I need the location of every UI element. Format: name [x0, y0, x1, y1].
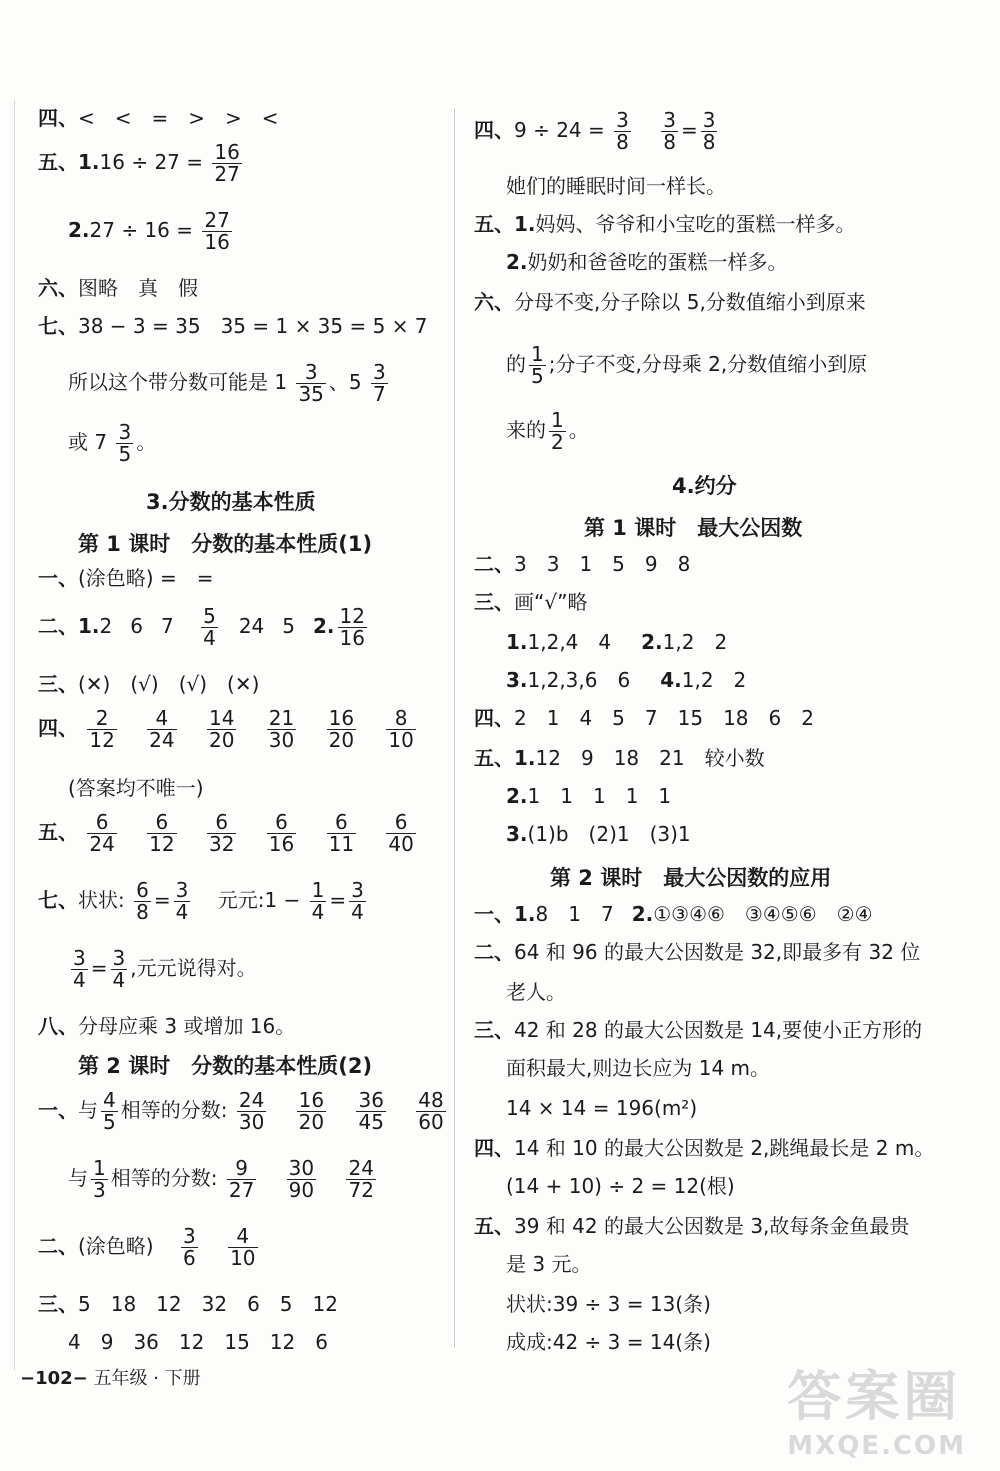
answer-line: 一、1.8 1 7 2.①③④⑥ ③④⑤⑥ ②④ — [474, 902, 873, 926]
answer-line: 五、 $\frac{6}{24}$ $\frac{6}{12}$ $\frac{6}{32}$ $\frac{6}{16}$ $\frac{6}{11}$ $\frac{6}{40}$ — [38, 810, 414, 856]
fraction: $\frac{16}{27}$ — [214, 140, 240, 186]
answer-line: 四、14 和 10 的最大公因数是 2,跳绳最长是 2 m。 — [474, 1136, 935, 1160]
fraction: $\frac{3}{4}$ — [112, 946, 126, 992]
fraction: $\frac{16}{20}$ — [298, 1088, 325, 1134]
answer-line: 14 × 14 = 196(m²) — [506, 1096, 698, 1120]
column-divider — [454, 108, 455, 1348]
answer-line: 七、38 − 3 = 35 35 = 1 × 35 = 5 × 7 — [38, 314, 428, 338]
watermark-logo: 答案圈 — [787, 1365, 962, 1428]
fraction: $\frac{5}{4}$ — [203, 604, 216, 650]
page-footer — [20, 1364, 201, 1390]
page-number: −102− — [20, 1368, 88, 1389]
answer-line: 她们的睡眠时间一样长。 — [506, 174, 726, 198]
answer-line: 三、(✕) (√) (√) (✕) — [38, 672, 260, 696]
answer-line: 二、1.2 6 7 $\frac{5}{4}$ 24 5 2. $\frac{12}{16}$ — [38, 604, 365, 650]
answer-line: 2.奶奶和爸爸吃的蛋糕一样多。 — [506, 250, 788, 274]
answer-line: 五、1.12 9 18 21 较小数 — [474, 746, 765, 770]
answer-line: 五、1.妈妈、爷爷和小宝吃的蛋糕一样多。 — [474, 212, 856, 236]
fraction: $\frac{24}{72}$ — [348, 1156, 374, 1202]
fraction: $\frac{3}{4}$ — [73, 946, 86, 992]
answer-line: 2.27 ÷ 16 = $\frac{27}{16}$ — [68, 208, 230, 254]
answer-line: 五、39 和 42 的最大公因数是 3,故每条金鱼最贵 — [474, 1214, 910, 1238]
fraction: $\frac{36}{45}$ — [358, 1088, 384, 1134]
answer-line: 二、(涂色略) $\frac{3}{6}$ $\frac{4}{10}$ — [38, 1224, 256, 1270]
fraction: $\frac{3}{8}$ — [663, 108, 676, 154]
answer-note: (答案均不唯一) — [68, 776, 204, 800]
answer-line: 状状:39 ÷ 3 = 13(条) — [506, 1292, 711, 1316]
answer-line: 老人。 — [506, 980, 566, 1004]
fraction: $\frac{1}{5}$ — [531, 342, 544, 388]
answer-line: 来的 $\frac{1}{2}$ 。 — [506, 408, 589, 454]
fraction: $\frac{3}{35}$ — [298, 360, 324, 406]
fraction: $\frac{6}{40}$ — [388, 810, 414, 856]
answer-line: 二、64 和 96 的最大公因数是 32,即最多有 32 位 — [474, 940, 921, 964]
answer-line: 四、2 1 4 5 7 15 18 6 2 — [474, 706, 814, 730]
fraction: $\frac{3}{6}$ — [182, 1224, 196, 1270]
fraction: $\frac{8}{10}$ — [388, 706, 414, 752]
lesson-title: 第 2 课时 最大公因数的应用 — [550, 866, 832, 890]
section-title: 4.约分 — [672, 474, 737, 498]
answer-line: (14 + 10) ÷ 2 = 12(根) — [506, 1174, 735, 1198]
section-title: 3.分数的基本性质 — [146, 490, 316, 514]
answer-line: 四、9 ÷ 24 = $\frac{3}{8}$ $\frac{3}{8}$ = $\frac{3}{8}$ — [474, 108, 716, 154]
fraction: $\frac{3}{4}$ — [175, 878, 189, 924]
answer-line: 4 9 36 12 15 12 6 — [68, 1330, 328, 1354]
fraction: $\frac{1}{2}$ — [551, 408, 564, 454]
answer-line: 七、状状: $\frac{6}{8}$ = $\frac{3}{4}$ 元元:1 − $\frac{1}{4}$ = $\frac{3}{4}$ — [38, 878, 364, 924]
fraction: $\frac{6}{24}$ — [89, 810, 115, 856]
answer-line: 四、 $\frac{2}{12}$ $\frac{4}{24}$ $\frac{14}{20}$ $\frac{21}{30}$ $\frac{16}{20}$ $\frac{8}{10}$ — [38, 706, 414, 752]
answer-line: 或 7 $\frac{3}{5}$ 。 — [68, 420, 157, 466]
fraction: $\frac{9}{27}$ — [228, 1156, 255, 1202]
answer-line: 六、图略 真 假 — [38, 276, 198, 300]
answer-line: 三、画“√”略 — [474, 590, 588, 614]
fraction: $\frac{3}{8}$ — [702, 108, 716, 154]
answer-line: 一、与 $\frac{4}{5}$ 相等的分数: $\frac{24}{30}$ $\frac{16}{20}$ $\frac{36}{45}$ $\frac{48}{60}$ — [38, 1088, 444, 1134]
watermark-url: MXQE.COM — [787, 1431, 966, 1461]
fraction: $\frac{21}{30}$ — [268, 706, 295, 752]
lesson-title: 第 2 课时 分数的基本性质(2) — [78, 1054, 373, 1078]
fraction: $\frac{12}{16}$ — [339, 604, 365, 650]
answer-line: 2.1 1 1 1 1 — [506, 784, 672, 808]
fraction: $\frac{6}{11}$ — [328, 810, 355, 856]
answer-line: 1.1,2,4 4 2.1,2 2 — [506, 630, 728, 654]
fraction: $\frac{4}{24}$ — [149, 706, 175, 752]
answer-line: 四、< < = > > < — [38, 106, 279, 130]
left-binding-line — [14, 100, 15, 1370]
answer-line: 成成:42 ÷ 3 = 14(条) — [506, 1330, 711, 1354]
fraction: $\frac{6}{32}$ — [208, 810, 235, 856]
fraction: $\frac{3}{8}$ — [616, 108, 629, 154]
fraction: $\frac{1}{3}$ — [93, 1156, 106, 1202]
fraction: $\frac{48}{60}$ — [418, 1088, 444, 1134]
fraction: $\frac{27}{16}$ — [204, 208, 230, 254]
fraction: $\frac{6}{12}$ — [149, 810, 175, 856]
answer-line: 六、分母不变,分子除以 5,分数值缩小到原来 — [474, 290, 866, 314]
fraction: $\frac{6}{16}$ — [268, 810, 295, 856]
answer-line: 3.(1)b (2)1 (3)1 — [506, 822, 691, 846]
fraction: $\frac{4}{5}$ — [103, 1088, 116, 1134]
watermark — [787, 1354, 966, 1461]
answer-line: 三、42 和 28 的最大公因数是 14,要使小正方形的 — [474, 1018, 923, 1042]
fraction: $\frac{16}{20}$ — [328, 706, 355, 752]
answer-line: 三、5 18 12 32 6 5 12 — [38, 1292, 338, 1316]
fraction: $\frac{3}{5}$ — [118, 420, 132, 466]
answer-line: 面积最大,则边长应为 14 m。 — [506, 1056, 771, 1080]
answer-line: 二、3 3 1 5 9 8 — [474, 552, 691, 576]
answer-line: 3.1,2,3,6 6 4.1,2 2 — [506, 668, 747, 692]
fraction: $\frac{14}{20}$ — [208, 706, 235, 752]
answer-line: 八、分母应乘 3 或增加 16。 — [38, 1014, 296, 1038]
answer-line: 的 $\frac{1}{5}$ ;分子不变,分母乘 2,分数值缩小到原 — [506, 342, 868, 388]
fraction: $\frac{1}{4}$ — [311, 878, 325, 924]
fraction: $\frac{2}{12}$ — [89, 706, 115, 752]
lesson-title: 第 1 课时 最大公因数 — [584, 516, 803, 540]
lesson-title: 第 1 课时 分数的基本性质(1) — [78, 532, 373, 556]
fraction: $\frac{4}{10}$ — [230, 1224, 256, 1270]
grade-label: 五年级 · 下册 — [93, 1368, 201, 1389]
fraction: $\frac{30}{90}$ — [288, 1156, 315, 1202]
answer-line: 一、(涂色略) = = — [38, 566, 214, 590]
answer-line: 与 $\frac{1}{3}$ 相等的分数: $\frac{9}{27}$ $\frac{30}{90}$ $\frac{24}{72}$ — [68, 1156, 374, 1202]
fraction: $\frac{3}{7}$ — [373, 360, 386, 406]
fraction: $\frac{24}{30}$ — [238, 1088, 265, 1134]
answer-line: 是 3 元。 — [506, 1252, 592, 1276]
answer-line: 五、1.16 ÷ 27 = $\frac{16}{27}$ — [38, 140, 240, 186]
answer-line: $\frac{3}{4}$ = $\frac{3}{4}$ ,元元说得对。 — [73, 946, 257, 992]
fraction: $\frac{3}{4}$ — [351, 878, 364, 924]
fraction: $\frac{6}{8}$ — [136, 878, 149, 924]
answer-line: 所以这个带分数可能是 1 $\frac{3}{35}$ 、5 $\frac{3}{7}$ — [68, 360, 386, 406]
